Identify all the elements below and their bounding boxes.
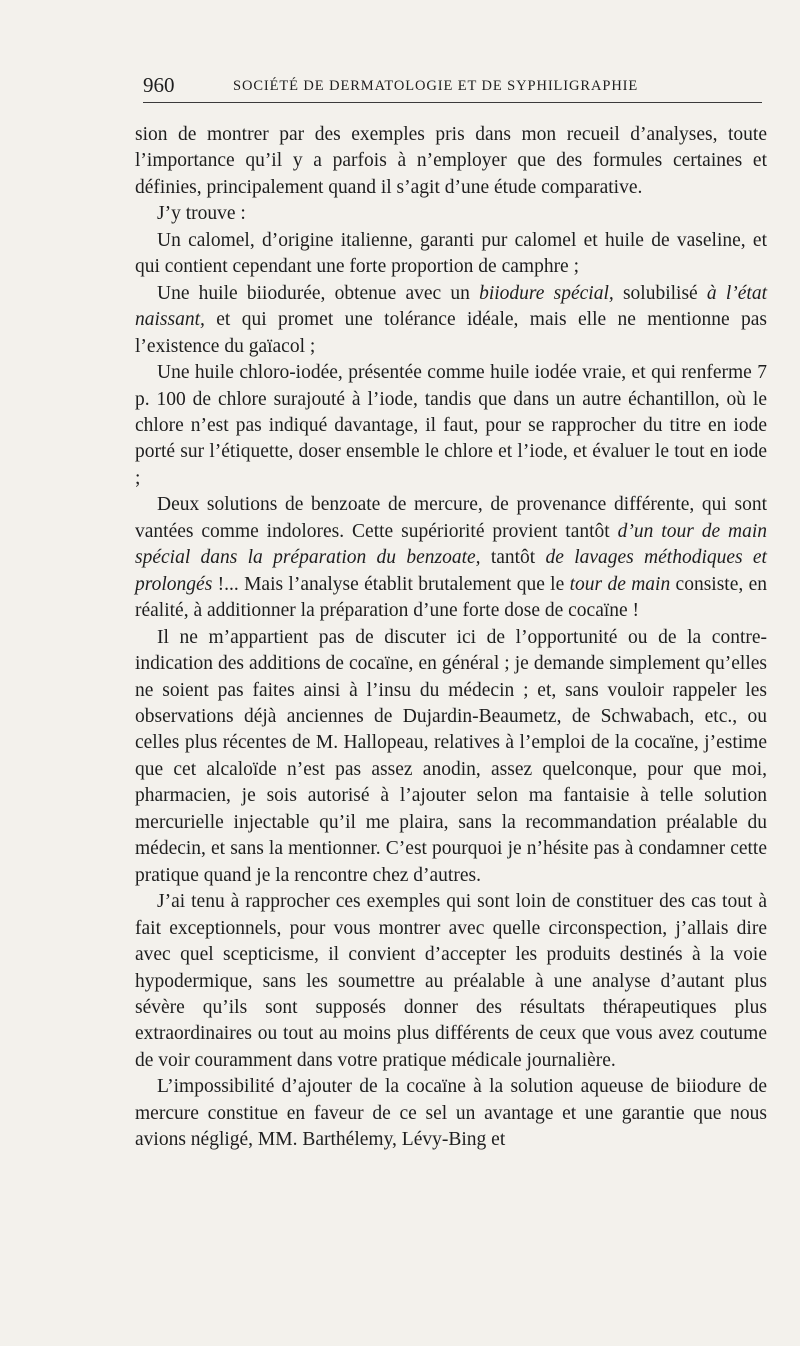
text-run: Une huile biiodurée, obtenue avec un bbox=[157, 282, 480, 304]
text-run: L’impossibilité d’ajouter de la cocaïne à la solution aqueuse de biiodure de mercure constitue en faveur de ce sel un avantage et une garantie que nous avions négligé, MM. Barthélemy, Lévy-Bing et bbox=[135, 1076, 767, 1151]
text-run: et qui promet une tolérance idéale, mais elle ne mentionne pas l’existence du gaïacol ; bbox=[135, 309, 767, 357]
text-run: consiste, en réalité, à additionner la préparation d’une forte dose de cocaïne ! bbox=[135, 573, 767, 622]
paragraph bbox=[135, 889, 767, 1074]
page-number: 960 bbox=[143, 73, 175, 97]
italic-run: d’un tour de main spécial dans la préparation du benzoate, bbox=[135, 520, 768, 569]
text-run: J’y trouve : bbox=[157, 203, 246, 225]
italic-run: de lavages méthodiques et prolongés bbox=[135, 547, 767, 595]
paragraph bbox=[135, 492, 767, 624]
paragraph bbox=[135, 201, 767, 227]
page-header bbox=[143, 72, 762, 103]
text-run: !... Mais l’analyse établit brutalement que le bbox=[212, 573, 570, 595]
paragraph bbox=[135, 122, 767, 201]
body-text bbox=[135, 122, 767, 1154]
text-run: tantôt bbox=[480, 547, 546, 569]
italic-run: tour de main bbox=[569, 573, 671, 595]
text-run: J’ai tenu à rapprocher ces exemples qui sont loin de constituer des cas tout à fait exceptionnels, pour vous montrer avec quelle circonspection, j’allais dire avec quel scepticisme, il convient d’accepter les produits destinés à la voie hypodermique, sans les soumettre au préalable à une analyse d’autant plus sévère qu’ils sont supposés donner des résultats thérapeutiques plus extraordinaires ou tout au moins plus différents de ceux que vous avez coutume de voir couramment dans votre pratique médicale journalière. bbox=[135, 891, 767, 1071]
italic-run: à l’état naissant, bbox=[135, 282, 768, 331]
paragraph bbox=[135, 228, 767, 281]
text-run: Un calomel, d’origine italienne, garanti pur calomel et huile de vaseline, et qui contient cependant une forte proportion de camphre ; bbox=[135, 229, 767, 278]
text-run: sion de montrer par des exemples pris dans mon recueil d’analyses, toute l’importance qu’il y a parfois à n’employer que des formules certaines et définies, principalement quand il s’agit d’une étude comparative. bbox=[135, 124, 767, 198]
paragraph bbox=[135, 1074, 767, 1153]
text-run: Une huile chloro-iodée, présentée comme huile iodée vraie, et qui renferme 7 p. 100 de chlore surajouté à l’iode, tandis que dans un autre échantillon, où le chlore n’est pas indiqué davantage, il faut, pour se rapprocher du titre en iode porté sur l’étiquette, doser ensemble le chlore et l’iode, et évaluer le tout en iode ; bbox=[135, 362, 767, 489]
text-run: Il ne m’appartient pas de discuter ici de l’opportunité ou de la contre-indication des additions de cocaïne, en général ; je demande simplement qu’elles ne soient pas faites ainsi à l’insu du médecin ; et, sans vouloir rappeler les observations déjà anciennes de Dujardin-Beaumetz, de Schwabach, etc., ou celles plus récentes de M. Hallopeau, relatives à l’emploi de la cocaïne, j’estime que cet alcaloïde n’est pas assez anodin, assez quelconque, pour que moi, pharmacien, je sois autorisé à l’ajouter selon ma fantaisie à telle solution mercurielle injectable qu’il me plaira, sans la recommandation préalable du médecin, et sans la mentionner. C’est pourquoi je n’hésite pas à condamner cette pratique quand je la rencontre chez d’autres. bbox=[135, 626, 767, 886]
text-run: Deux solutions de benzoate de mercure, de provenance différente, qui sont vantées comme indolores. Cette supériorité provient tantôt bbox=[135, 494, 767, 542]
paragraph bbox=[135, 625, 767, 890]
text-run: solubilisé bbox=[613, 282, 707, 304]
running-title: SOCIÉTÉ DE DERMATOLOGIE ET DE SYPHILIGRAPHIE bbox=[233, 78, 639, 94]
italic-run: biiodure spécial, bbox=[479, 282, 614, 304]
paragraph bbox=[135, 281, 767, 360]
paragraph bbox=[135, 360, 767, 492]
